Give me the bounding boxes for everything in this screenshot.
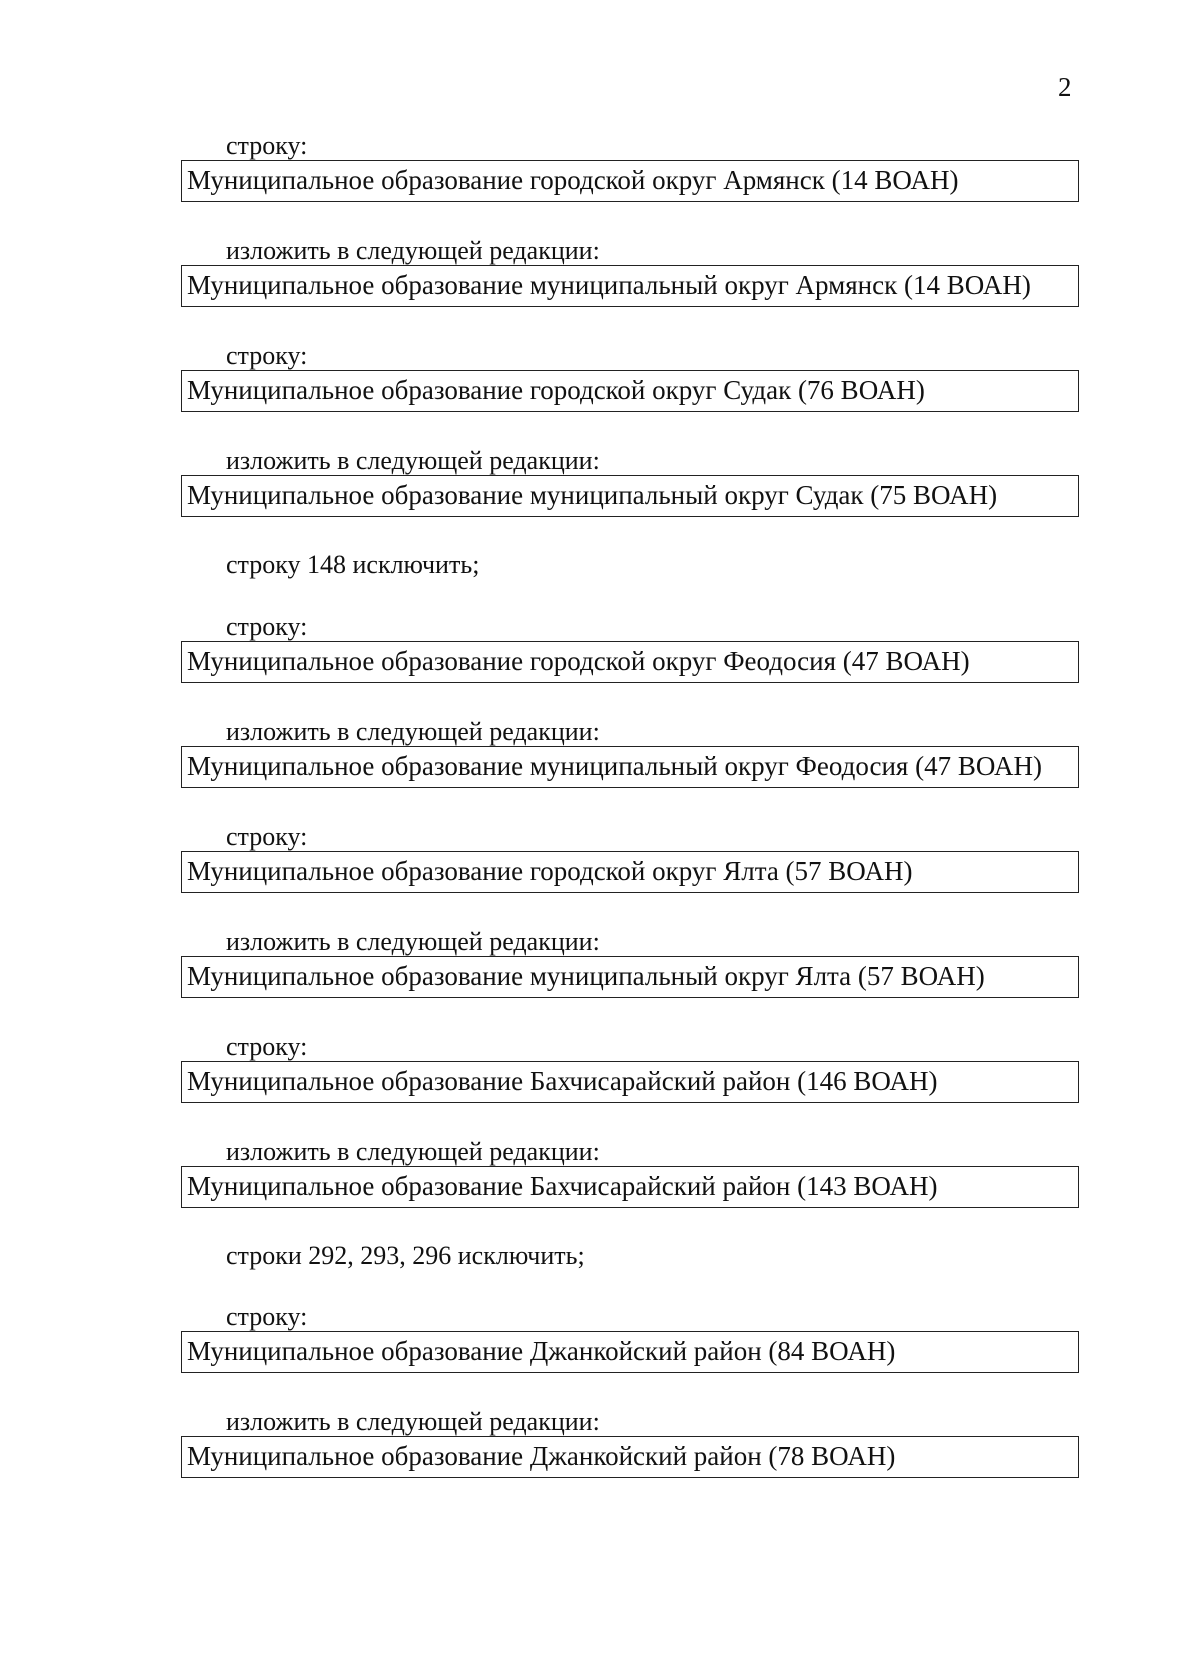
block-label: изложить в следующей редакции:	[226, 236, 600, 265]
block-label: изложить в следующей редакции:	[226, 1137, 600, 1166]
block-label: строку:	[226, 341, 308, 370]
page-number: 2	[1058, 72, 1072, 102]
block-label: изложить в следующей редакции:	[226, 927, 600, 956]
table-row-cell: Муниципальное образование муниципальный округ Армянск (14 ВОАН)	[181, 265, 1079, 307]
table-row-cell: Муниципальное образование муниципальный округ Феодосия (47 ВОАН)	[181, 746, 1079, 788]
table-row-cell: Муниципальное образование Джанкойский район (84 ВОАН)	[181, 1331, 1079, 1373]
table-row-cell: Муниципальное образование Джанкойский район (78 ВОАН)	[181, 1436, 1079, 1478]
block-label: изложить в следующей редакции:	[226, 446, 600, 475]
table-row-cell: Муниципальное образование муниципальный округ Ялта (57 ВОАН)	[181, 956, 1079, 998]
table-row-cell: Муниципальное образование городской округ Феодосия (47 ВОАН)	[181, 641, 1079, 683]
table-row-cell: Муниципальное образование Бахчисарайский район (146 ВОАН)	[181, 1061, 1079, 1103]
table-row-cell: Муниципальное образование муниципальный округ Судак (75 ВОАН)	[181, 475, 1079, 517]
table-row-cell: Муниципальное образование городской округ Судак (76 ВОАН)	[181, 370, 1079, 412]
table-row-cell: Муниципальное образование городской округ Армянск (14 ВОАН)	[181, 160, 1079, 202]
block-label: строку:	[226, 1302, 308, 1331]
exclude-instruction: строки 292, 293, 296 исключить;	[226, 1241, 585, 1270]
block-label: строку:	[226, 822, 308, 851]
exclude-instruction: строку 148 исключить;	[226, 550, 480, 579]
block-label: строку:	[226, 131, 308, 160]
block-label: строку:	[226, 1032, 308, 1061]
block-label: изложить в следующей редакции:	[226, 1407, 600, 1436]
block-label: изложить в следующей редакции:	[226, 717, 600, 746]
table-row-cell: Муниципальное образование Бахчисарайский район (143 ВОАН)	[181, 1166, 1079, 1208]
block-label: строку:	[226, 612, 308, 641]
table-row-cell: Муниципальное образование городской округ Ялта (57 ВОАН)	[181, 851, 1079, 893]
